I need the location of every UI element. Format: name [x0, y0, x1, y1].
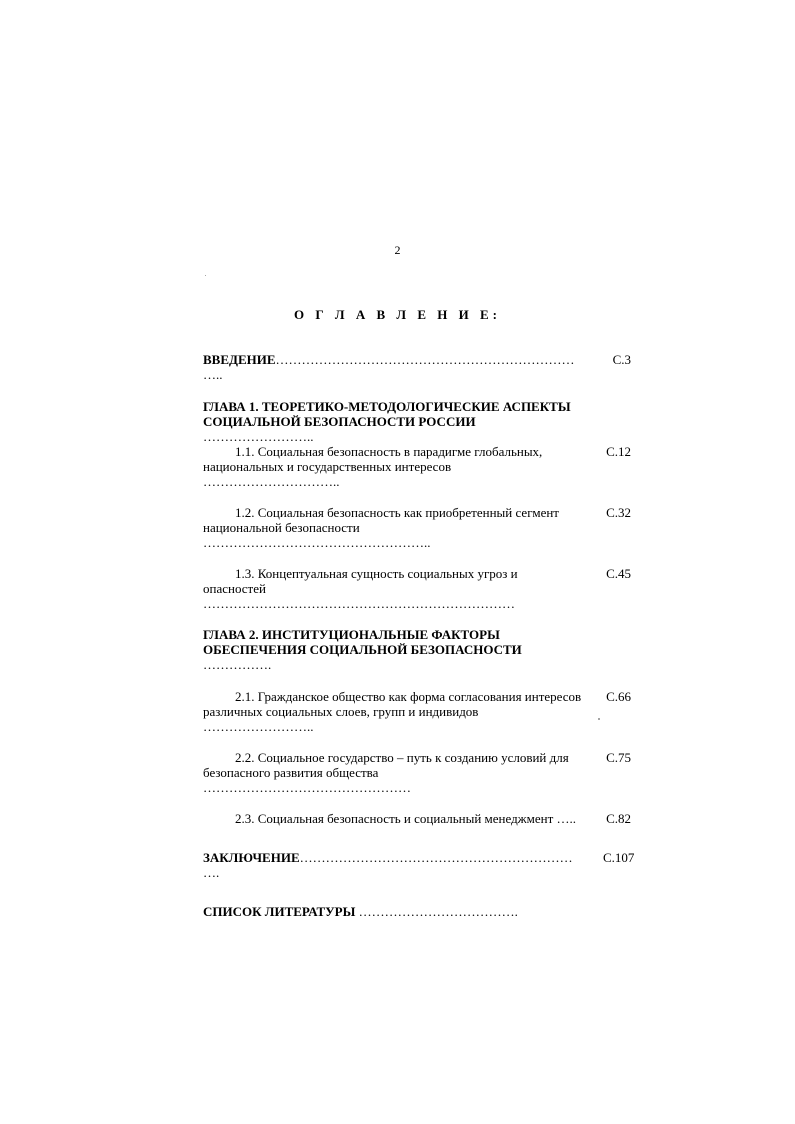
toc-entry-title: ГЛАВА 2. ИНСТИТУЦИОНАЛЬНЫЕ ФАКТОРЫ ОБЕСПЕЧЕНИЯ СОЦИАЛЬНОЙ БЕЗОПАСНОСТИ	[203, 627, 522, 657]
toc-entry-title: 2.2. Социальное государство – путь к созданию условий для безопасного развития общества	[203, 750, 569, 780]
toc-entry-dots-cont: ….	[203, 865, 220, 880]
toc-entry-conclusion	[203, 850, 633, 880]
toc-entry-bibliography	[203, 904, 633, 919]
toc-entry-page: С.82	[606, 811, 631, 826]
toc-entry-title: ГЛАВА 1. ТЕОРЕТИКО-МЕТОДОЛОГИЧЕСКИЕ АСПЕКТЫ СОЦИАЛЬНОЙ БЕЗОПАСНОСТИ РОССИИ	[203, 399, 571, 429]
toc-entry-title: 1.1. Социальная безопасность в парадигме глобальных, национальных и государственных интересов	[203, 444, 543, 474]
toc-entry-title: 1.2. Социальная безопасность как приобретенный сегмент национальной безопасности	[203, 505, 559, 535]
toc-entry-dots: ……………………..	[203, 719, 314, 734]
toc-entry-dots: ……………………………….	[355, 904, 518, 919]
toc-entry-2-3	[203, 811, 633, 826]
toc-entry-title: ЗАКЛЮЧЕНИЕ	[203, 850, 300, 865]
toc-entry-dots: ………………………………………………………………	[203, 596, 515, 611]
toc-entry-title: 1.3. Концептуальная сущность социальных угроз и опасностей	[203, 566, 518, 596]
toc-entry-page: С.12	[606, 444, 631, 459]
scan-speck	[205, 275, 206, 276]
toc-entry-page: С.45	[606, 566, 631, 581]
toc-entry-1-3	[203, 566, 633, 611]
toc-entry-page: С.107	[603, 850, 635, 865]
toc-entry-page: С.3	[612, 352, 631, 367]
toc-entry-introduction	[203, 352, 633, 382]
toc-entry-page: С.32	[606, 505, 631, 520]
toc-entry-2-1	[203, 689, 633, 734]
page-number: 2	[394, 243, 401, 257]
scan-speck	[598, 718, 600, 720]
toc-entry-chapter-1	[203, 399, 633, 444]
toc-entry-title: ВВЕДЕНИЕ	[203, 352, 276, 367]
toc-entry-dots-cont: …..	[203, 367, 223, 382]
toc-title: О Г Л А В Л Е Н И Е:	[294, 307, 501, 322]
toc-entry-dots: ……………………..	[203, 429, 314, 444]
toc-entry-page: С.75	[606, 750, 631, 765]
toc-entry-dots: …………….	[203, 657, 272, 672]
toc-entry-dots: …………………………………………	[203, 780, 411, 795]
toc-entry-dots: ………………………………………………………	[299, 850, 573, 865]
toc-entry-dots: ……………………………………………..	[203, 535, 431, 550]
toc-entry-page: С.66	[606, 689, 631, 704]
toc-entry-dots: …………………………..	[203, 474, 340, 489]
toc-entry-dots: ……………………………………………………………	[275, 352, 575, 367]
toc-entry-title: 2.1. Гражданское общество как форма согласования интересов различных социальных слоев, групп и индивидов	[203, 689, 582, 719]
toc-entry-chapter-2	[203, 627, 633, 672]
toc-entry-title: 2.3. Социальная безопасность и социальный менеджмент …..	[235, 811, 577, 826]
toc-entry-2-2	[203, 750, 633, 795]
toc-entry-1-2	[203, 505, 633, 550]
toc-entry-title: СПИСОК ЛИТЕРАТУРЫ	[203, 904, 356, 919]
toc-entry-1-1	[203, 444, 633, 489]
